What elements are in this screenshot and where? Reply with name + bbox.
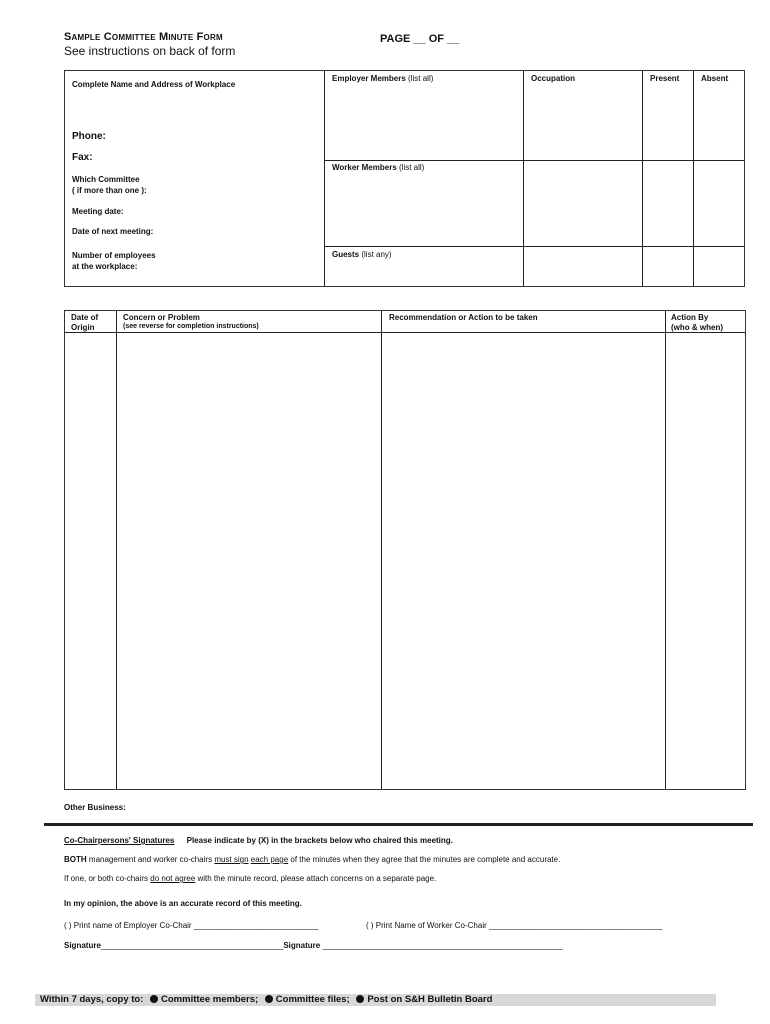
recommendation-header: Recommendation or Action to be taken <box>389 313 538 322</box>
which-committee-label: Which Committee ( if more than one ): <box>72 175 147 195</box>
phone-label: Phone: <box>72 131 106 142</box>
form-title: Sample Committee Minute Form <box>64 31 223 43</box>
disagree-note: If one, or both co-chairs do not agree with the minute record, please attach concerns on a separate page. <box>64 874 437 883</box>
bullet-icon <box>356 995 364 1003</box>
employees-count-label: Number of employees at the workplace: <box>72 251 156 271</box>
members-box <box>64 70 745 287</box>
workplace-label: Complete Name and Address of Workplace <box>72 80 236 89</box>
action-by-header: Action By (who & when) <box>671 313 723 332</box>
footer-distribution: Within 7 days, copy to: Committee members; Committee files; Post on S&H Bulletin Board <box>40 994 493 1005</box>
present-header: Present <box>650 74 680 83</box>
signatures-heading-row: Co-Chairpersons' Signatures Please indicate by (X) in the brackets below who chaired this meeting. <box>64 836 453 845</box>
concerns-table <box>64 310 746 790</box>
date-of-origin-header: Date of Origin <box>71 313 99 332</box>
opinion-statement: In my opinion, the above is an accurate record of this meeting. <box>64 899 302 908</box>
page-number-label: PAGE __ OF __ <box>380 33 460 45</box>
signature-lines[interactable]: Signature_________________________________________Signature ______________________________________________________ <box>64 941 563 950</box>
occupation-header: Occupation <box>531 74 576 83</box>
next-meeting-label: Date of next meeting: <box>72 227 154 236</box>
guests-header: Guests (list any) <box>332 250 392 259</box>
employer-cochair-print-field[interactable]: ( ) Print name of Employer Co-Chair ____________________________ <box>64 921 319 930</box>
absent-header: Absent <box>701 74 729 83</box>
fax-label: Fax: <box>72 152 93 163</box>
section-divider <box>44 823 753 826</box>
worker-members-header: Worker Members (list all) <box>332 163 425 172</box>
bullet-icon <box>150 995 158 1003</box>
concern-header: Concern or Problem <box>123 313 200 322</box>
concern-subheader: (see reverse for completion instructions) <box>123 323 259 330</box>
worker-cochair-print-field[interactable]: ( ) Print Name of Worker Co-Chair _______________________________________ <box>366 921 663 930</box>
meeting-date-label: Meeting date: <box>72 207 124 216</box>
both-sign-note: BOTH management and worker co-chairs must sign each page of the minutes when they agree that the minutes are complete and accurate. <box>64 855 561 864</box>
employer-members-header: Employer Members (list all) <box>332 74 434 83</box>
other-business-label: Other Business: <box>64 803 126 812</box>
form-subtitle: See instructions on back of form <box>64 44 236 58</box>
bullet-icon <box>265 995 273 1003</box>
